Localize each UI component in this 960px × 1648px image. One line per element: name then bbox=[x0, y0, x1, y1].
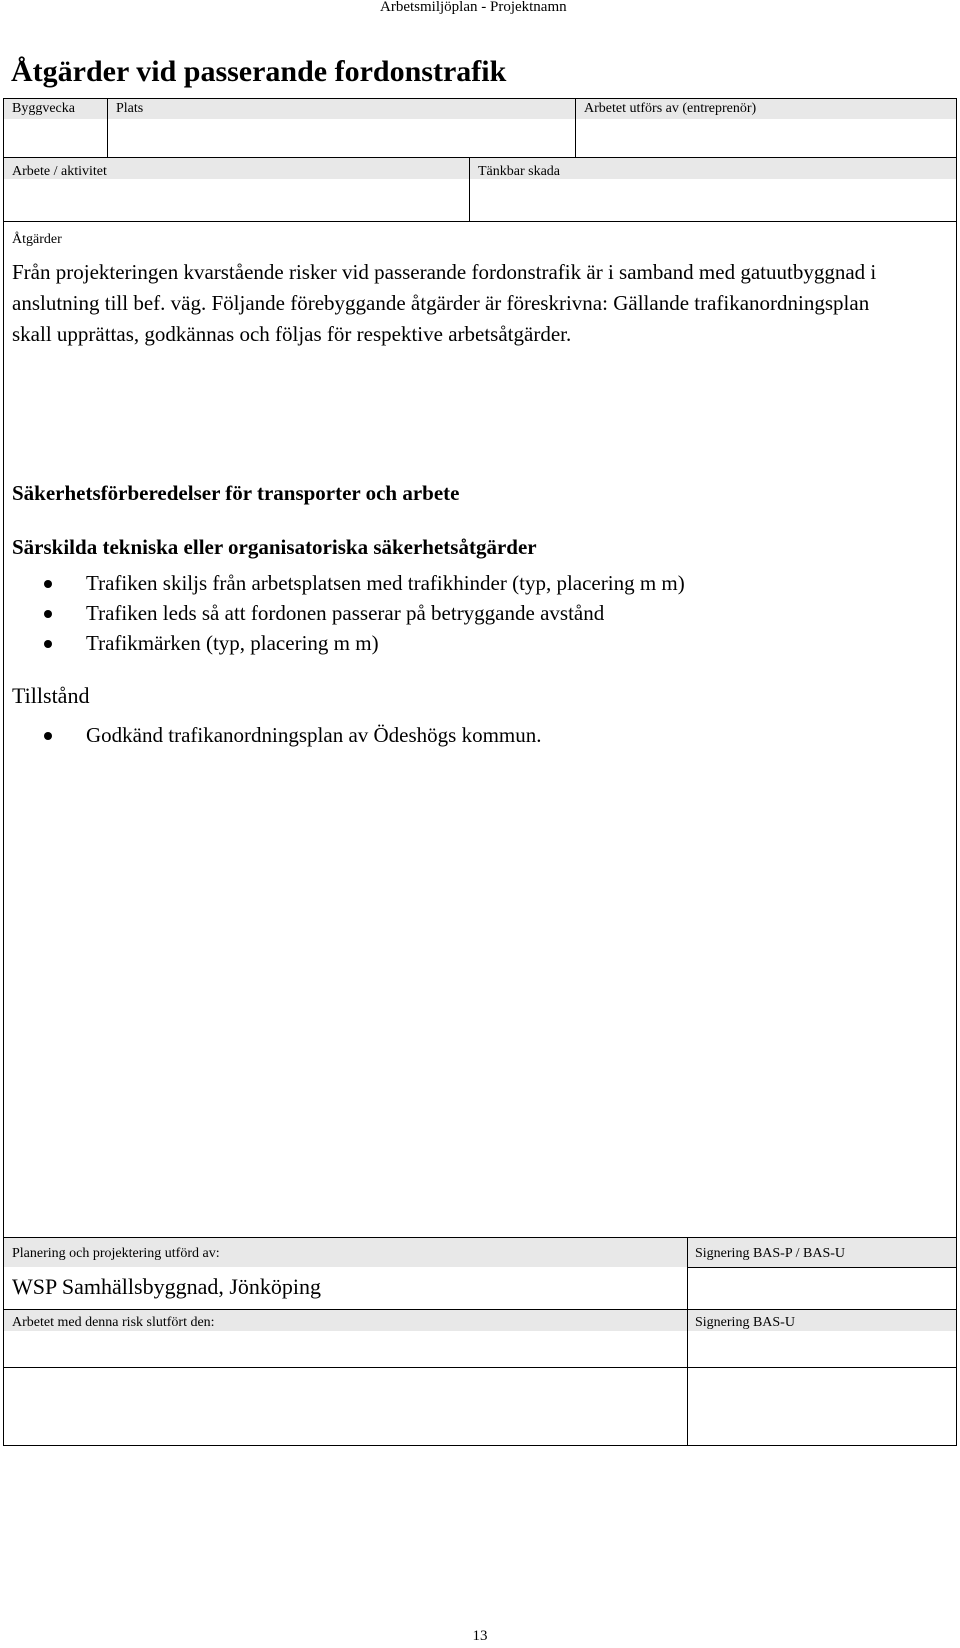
utfors-av-field[interactable] bbox=[576, 119, 956, 157]
divider bbox=[4, 1309, 956, 1310]
sakerhet-heading: Säkerhetsförberedelser för transporter och arbete bbox=[12, 481, 460, 505]
row1-label-bar bbox=[4, 99, 956, 119]
divider bbox=[575, 99, 576, 157]
bullet-icon bbox=[44, 580, 52, 588]
planering-label: Planering och projektering utförd av: bbox=[12, 1246, 220, 1261]
signering-basu-field[interactable] bbox=[688, 1368, 956, 1445]
list-item-text: Godkänd trafikanordningsplan av Ödeshögs kommun. bbox=[86, 723, 542, 747]
page-number: 13 bbox=[472, 1628, 488, 1644]
divider bbox=[469, 157, 470, 221]
skada-label: Tänkbar skada bbox=[478, 164, 561, 179]
risk-form bbox=[3, 98, 957, 1446]
byggvecka-field[interactable] bbox=[4, 119, 107, 157]
running-header bbox=[0, 0, 960, 22]
divider bbox=[4, 157, 956, 158]
signering-basp-label: Signering BAS-P / BAS-U bbox=[695, 1246, 846, 1261]
list-item-text: Trafiken leds så att fordonen passerar på betryggande avstånd bbox=[86, 601, 605, 625]
skada-field[interactable] bbox=[470, 179, 956, 221]
divider bbox=[4, 221, 956, 222]
planering-value: WSP Samhällsbyggnad, Jönköping bbox=[12, 1274, 322, 1299]
signering-basp-field[interactable] bbox=[688, 1268, 956, 1309]
bullet-icon bbox=[44, 640, 52, 648]
plats-field[interactable] bbox=[108, 119, 575, 157]
byggvecka-label: Byggvecka bbox=[12, 101, 75, 116]
slutfort-label: Arbetet med denna risk slutfört den: bbox=[12, 1315, 215, 1330]
signering-basu-label: Signering BAS-U bbox=[695, 1315, 795, 1330]
aktivitet-label: Arbete / aktivitet bbox=[12, 164, 107, 179]
plats-label: Plats bbox=[116, 101, 144, 116]
tekniska-heading: Särskilda tekniska eller organisatoriska säkerhetsåtgärder bbox=[12, 535, 537, 559]
list-item-text: Trafikmärken (typ, placering m m) bbox=[86, 631, 379, 655]
divider bbox=[4, 1237, 956, 1238]
running-header-title: Arbetsmiljöplan - Projektnamn bbox=[380, 0, 567, 15]
tillstand-heading: Tillstånd bbox=[12, 683, 90, 708]
list-item-text: Trafiken skiljs från arbetsplatsen med trafikhinder (typ, placering m m) bbox=[86, 571, 685, 595]
bullet-icon bbox=[44, 610, 52, 618]
aktivitet-field[interactable] bbox=[4, 179, 469, 221]
utfors-av-label: Arbetet utförs av (entreprenör) bbox=[584, 101, 757, 116]
divider bbox=[107, 99, 108, 157]
atgarder-text: Från projekteringen kvarstående risker vid passerande fordonstrafik är i samband med gatuutbyggnad i anslutning till bef. väg. Följande förebyggande åtgärder är föreskrivna: Gällande trafikanordningsplan skall upprättas, godkännas och följas för respektive arbetsåtgärder. bbox=[12, 260, 877, 346]
page-title: Åtgärder vid passerande fordonstrafik bbox=[11, 55, 507, 88]
bullet-icon bbox=[44, 732, 52, 740]
atgarder-label: Åtgärder bbox=[12, 232, 62, 247]
slutfort-field[interactable] bbox=[4, 1368, 687, 1445]
